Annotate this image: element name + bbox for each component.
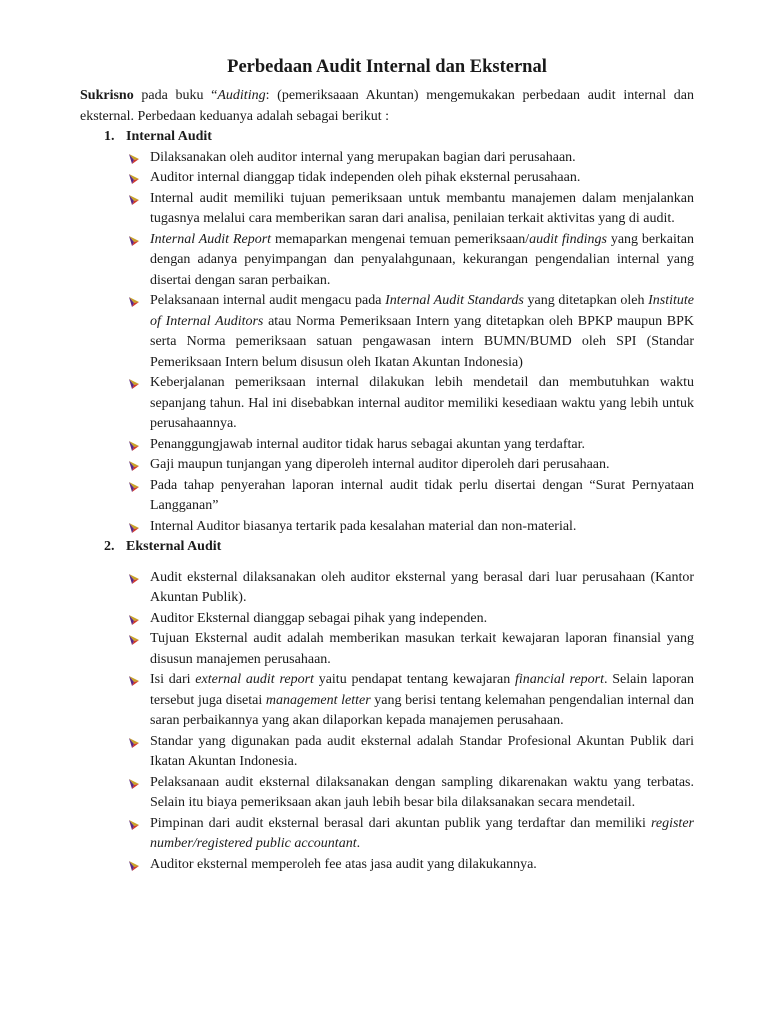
list-item (80, 476, 694, 517)
item-text: Penanggungjawab internal auditor tidak harus sebagai akuntan yang terdaftar. (150, 436, 586, 452)
tri-color-arrow-bullet-icon (128, 480, 140, 492)
item-text: yang ditetapkan oleh (523, 293, 649, 308)
section-internal-audit (80, 127, 694, 537)
tri-color-arrow-bullet-icon (128, 172, 140, 184)
tri-color-arrow-bullet-icon (128, 193, 140, 205)
tri-color-arrow-bullet-icon (128, 613, 140, 625)
list-item (80, 189, 694, 230)
item-text: atau Norma Pemeriksaan Intern yang ditetapkan oleh BPKP maupun BPK serta Norma pemeriksaan satuan pengawasan intern BUMN/BUMD oleh SPI (Standar Pemeriksaan Intern belum disusun oleh Ikatan Akuntan Indonesia) (150, 313, 694, 370)
intro-paragraph (80, 86, 694, 127)
tri-color-arrow-bullet-icon (128, 777, 140, 789)
tri-color-arrow-bullet-icon (128, 459, 140, 471)
italic-term: external audit report (195, 672, 314, 687)
italic-term: financial report (514, 672, 604, 687)
section-eksternal-audit (80, 537, 694, 875)
list-item (80, 814, 694, 855)
document-title: Perbedaan Audit Internal dan Eksternal (227, 57, 547, 77)
list-item (80, 168, 694, 189)
list-item (80, 455, 694, 476)
item-text: Dilaksanakan oleh auditor internal yang merupakan bagian dari perusahaan. (150, 149, 576, 165)
item-text: Tujuan Eksternal audit adalah memberikan masukan terkait kewajaran laporan finansial yang disusun manajemen perusahaan. (150, 631, 694, 667)
tri-color-arrow-bullet-icon (128, 572, 140, 584)
tri-color-arrow-bullet-icon (128, 736, 140, 748)
item-text: Gaji maupun tunjangan yang diperoleh internal auditor diperoleh dari perusahaan. (150, 457, 610, 472)
italic-term: audit findings (529, 231, 607, 247)
item-text: Pada tahap penyerahan laporan internal audit tidak perlu disertai dengan “Surat Pernyataan Langganan” (150, 477, 694, 513)
item-text: Auditor Eksternal dianggap sebagai pihak yang independen. (150, 610, 488, 626)
list-item (80, 670, 694, 732)
item-text: Pimpinan dari audit eksternal berasal dari akuntan publik yang terdaftar dan memiliki (150, 815, 651, 831)
list-item (80, 629, 694, 670)
item-text: Keberjalanan pemeriksaan internal dilakukan lebih mendetail dan membutuhkan waktu sepanjang tahun. Hal ini disebabkan internal auditor memiliki kesediaan waktu yang lebih untuk perusahaannya. (150, 375, 694, 431)
item-text: Audit eksternal dilaksanakan oleh auditor eksternal yang berasal dari luar perusahaan (Kantor Akuntan Publik). (150, 569, 694, 605)
list-item (80, 773, 694, 814)
item-text: yang berisi tentang kelemahan pengendalian internal dan saran perbaikannya yang akan dilaporkan kepada manajemen perusahaan. (150, 692, 694, 728)
eksternal-audit-list (80, 568, 694, 876)
item-text: Internal audit memiliki tujuan pemeriksaan untuk membantu manajemen dalam menjalankan tugasnya melalui cara memberikan saran dari analisa, penilaian terkait aktivitas yang di audit. (150, 190, 694, 226)
item-text: yaitu pendapat tentang kewajaran (313, 672, 515, 687)
internal-audit-list (80, 148, 694, 538)
list-item (80, 435, 694, 456)
item-text: Auditor eksternal memperoleh fee atas jasa audit yang dilakukannya. (150, 856, 537, 872)
item-text: Internal Auditor biasanya tertarik pada kesalahan material dan non-material. (150, 518, 577, 534)
list-item (80, 230, 694, 292)
intro-book-title: Auditing (217, 88, 266, 103)
section-number: 1. (104, 129, 115, 144)
list-item (80, 517, 694, 538)
item-text: yang berkaitan dengan adanya penyimpangan dan penyalahgunaan, kekurangan pengendalian internal yang disertai dengan saran perbaikan. (150, 231, 694, 288)
italic-term: Institute of Internal Auditors (150, 293, 694, 329)
intro-text-2: : (pemeriksaaan Akuntan) mengemukakan perbedaan audit internal dan eksternal. Perbedaan keduanya adalah sebagai berikut : (80, 88, 694, 124)
section-heading (80, 127, 694, 148)
list-item (80, 291, 694, 373)
italic-term: register number/registered public accountant (150, 815, 694, 851)
intro-text-1: pada buku “ (133, 88, 218, 103)
tri-color-arrow-bullet-icon (128, 674, 140, 686)
intro-author: Sukrisno (80, 88, 134, 103)
italic-term: management letter (265, 692, 371, 708)
tri-color-arrow-bullet-icon (128, 521, 140, 533)
item-text: Auditor internal dianggap tidak independen oleh pihak eksternal perusahaan. (150, 170, 581, 185)
tri-color-arrow-bullet-icon (128, 295, 140, 307)
tri-color-arrow-bullet-icon (128, 377, 140, 389)
tri-color-arrow-bullet-icon (128, 234, 140, 246)
list-item (80, 373, 694, 435)
item-text: Isi dari (150, 672, 196, 687)
tri-color-arrow-bullet-icon (128, 859, 140, 871)
tri-color-arrow-bullet-icon (128, 152, 140, 164)
italic-term: Internal Audit Standards (385, 293, 524, 308)
item-text: . Selain laporan tersebut juga disetai (150, 672, 694, 708)
tri-color-arrow-bullet-icon (128, 818, 140, 830)
section-number: 2. (104, 539, 115, 554)
item-text: . (356, 836, 361, 851)
list-item (80, 855, 694, 876)
section-title: Eksternal Audit (126, 539, 222, 554)
tri-color-arrow-bullet-icon (128, 439, 140, 451)
item-text: Pelaksanaan internal audit mengacu pada (150, 293, 386, 308)
item-text: memaparkan mengenai temuan pemeriksaan/ (271, 231, 530, 247)
tri-color-arrow-bullet-icon (128, 633, 140, 645)
item-text: Standar yang digunakan pada audit eksternal adalah Standar Profesional Akuntan Publik dari Ikatan Akuntan Indonesia. (150, 733, 694, 769)
list-item (80, 732, 694, 773)
list-item (80, 609, 694, 630)
list-item (80, 568, 694, 609)
item-text: Pelaksanaan audit eksternal dilaksanakan dengan sampling dikarenakan waktu yang terbatas. Selain itu biaya pemeriksaan akan jauh lebih besar bila dilaksanakan secara mendetail. (150, 774, 694, 810)
section-heading (80, 537, 694, 558)
section-title: Internal Audit (126, 129, 212, 144)
list-item (80, 148, 694, 169)
italic-term: Internal Audit Report (150, 231, 272, 247)
document-page (80, 56, 694, 875)
